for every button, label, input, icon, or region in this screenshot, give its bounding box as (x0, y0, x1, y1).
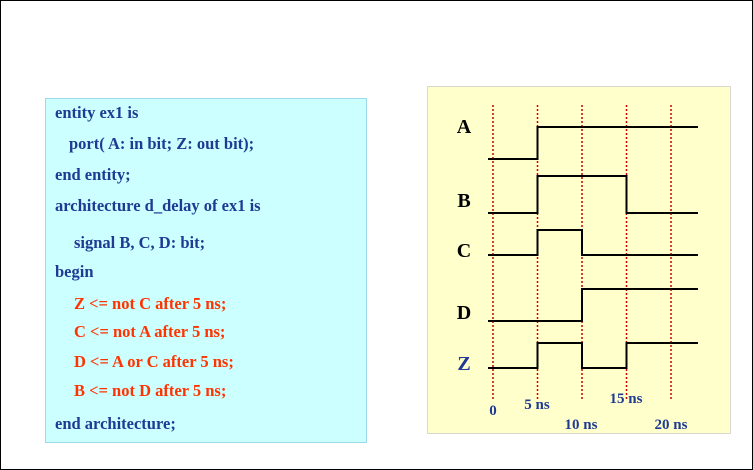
vhdl-code-box (45, 98, 367, 443)
signal-label-b: B (457, 190, 471, 212)
timing-svg (428, 87, 732, 435)
time-label-10ns: 10 ns (564, 417, 598, 433)
code-line: begin (55, 262, 94, 281)
code-line: signal B, C, D: bit; (74, 233, 206, 252)
timing-diagram (427, 86, 731, 434)
time-label-5ns: 5 ns (524, 397, 550, 413)
code-line: C <= not A after 5 ns; (74, 322, 226, 341)
time-label-0: 0 (489, 403, 497, 419)
code-line: B <= not D after 5 ns; (74, 381, 227, 400)
time-label-15ns: 15 ns (609, 391, 643, 407)
code-line: end entity; (55, 165, 131, 184)
waveform-d (488, 289, 698, 321)
signal-label-z: Z (457, 353, 471, 375)
signal-label-c: C (456, 240, 472, 262)
code-line: entity ex1 is (55, 103, 139, 122)
signal-label-a: A (456, 116, 472, 138)
code-line: end architecture; (55, 414, 176, 433)
code-line: port( A: in bit; Z: out bit); (69, 134, 255, 153)
signal-label-d: D (456, 302, 472, 324)
waveform-b (488, 176, 698, 213)
code-line: architecture d_delay of ex1 is (55, 196, 261, 215)
time-label-20ns: 20 ns (654, 417, 688, 433)
waveform-a (488, 127, 698, 159)
waveform-c (488, 230, 698, 255)
code-line: Z <= not C after 5 ns; (74, 294, 227, 313)
waveform-z (488, 343, 698, 368)
code-line: D <= A or C after 5 ns; (74, 352, 234, 371)
